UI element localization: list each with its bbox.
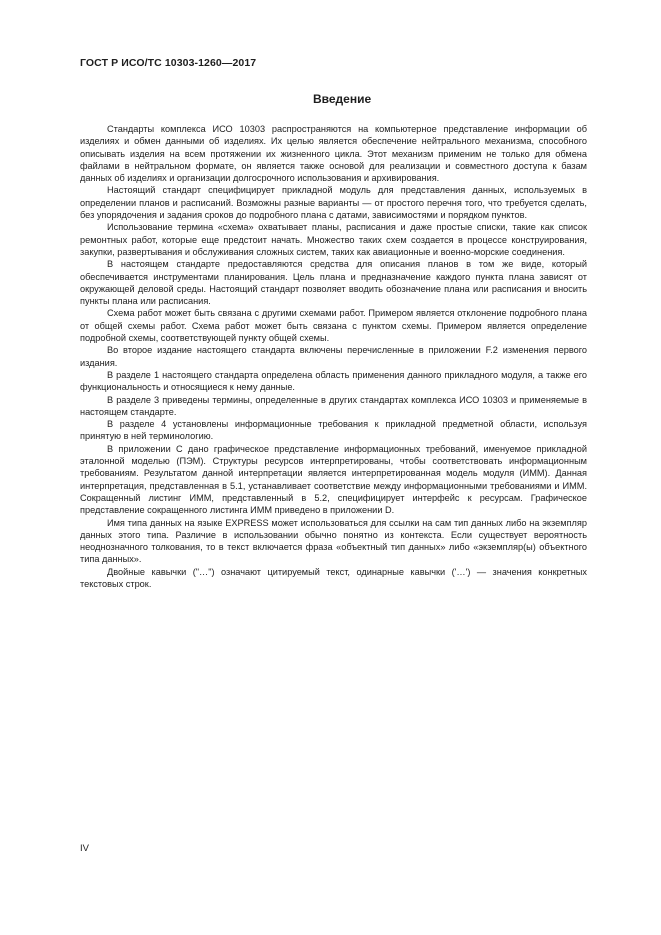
paragraph: Имя типа данных на языке EXPRESS может использоваться для ссылки на сам тип данных либо на экземпляр данных этого типа. Различие в использовании обычно понятно из контекста. Если существует вероятность неоднозначного толкования, то в текст включается фраза «объектный тип данных» либо «экземпляр(ы) объектного типа данных».	[80, 517, 587, 565]
body-text	[80, 123, 587, 590]
paragraph: В разделе 1 настоящего стандарта определена область применения данного прикладного модуля, а также его функциональность и относящиеся к нему данные.	[80, 369, 587, 393]
paragraph: Во второе издание настоящего стандарта включены перечисленные в приложении F.2 изменения первого издания.	[80, 345, 587, 368]
paragraph: Настоящий стандарт специфицирует прикладной модуль для представления данных, используемых в определении планов и расписаний. Возможны разные варианты — от простого перечня того, что требуется сделать, без упорядочения и задания сроков до подробного плана с датами, зависимостями и порядком пунктов.	[80, 185, 587, 221]
paragraph: Использование термина «схема» охватывает планы, расписания и даже простые списки, такие как список ремонтных работ, которые еще предстоит начать. Множество таких схем создается в процессе конструирования, закупки, развертывания и обслуживания сложных систем, таких как авиационные и военно-морские соединения.	[80, 222, 587, 257]
paragraph: Стандарты комплекса ИСО 10303 распространяются на компьютерное представление информации об изделиях и обмен данными об изделиях. Их целью является обеспечение нейтрального механизма, способного описывать изделия на всем протяжении их жизненного цикла. Этот механизм применим не только для обмена файлами в нейтральном формате, он является также основой для реализации и совместного доступа к базам данных об изделиях и организации долгосрочного использования и архивирования.	[80, 124, 587, 184]
paragraph: Двойные кавычки ("…") означают цитируемый текст, одинарные кавычки ('…') — значения конкретных текстовых строк.	[80, 566, 587, 589]
paragraph: В приложении С дано графическое представление информационных требований, именуемое прикладной эталонной моделью (ПЭМ). Структуры ресурсов интерпретированы, чтобы соответствовать информационным требованиям. Результатом данной интерпретации является интерпретированная модель модуля (ИММ). Данная интерпретация, представленная в 5.1, устанавливает соответствие между информационными требованиями и ИММ. Сокращенный листинг ИММ, представленный в 5.2, специфицирует интерфейс к ресурсам. Графическое представление сокращенного листинга ИММ приведено в приложении D.	[80, 443, 587, 516]
paragraph: Схема работ может быть связана с другими схемами работ. Примером является отклонение подробного плана от общей схемы работ. Схема работ может быть связана с пунктом схемы. Примером является определение подробной схемы, соответствующей пункту общей схемы.	[80, 308, 587, 344]
paragraph: В разделе 3 приведены термины, определенные в других стандартах комплекса ИСО 10303 и применяемые в настоящем стандарте.	[80, 394, 587, 417]
section-title: Введение	[313, 92, 372, 106]
document-header: ГОСТ Р ИСО/ТС 10303-1260—2017	[80, 57, 257, 69]
paragraph: В разделе 4 установлены информационные требования к прикладной предметной области, используя принятую в ней терминологию.	[80, 419, 587, 442]
paragraph: В настоящем стандарте предоставляются средства для описания планов в том же виде, который обеспечивается инструментами планирования. Цель плана и предназначение каждого пункта плана зависят от окружающей деловой среды. Настоящий стандарт позволяет вводить обозначение плана или расписания и вносить пункты плана или расписания.	[80, 259, 587, 307]
page-number: IV	[80, 843, 89, 854]
